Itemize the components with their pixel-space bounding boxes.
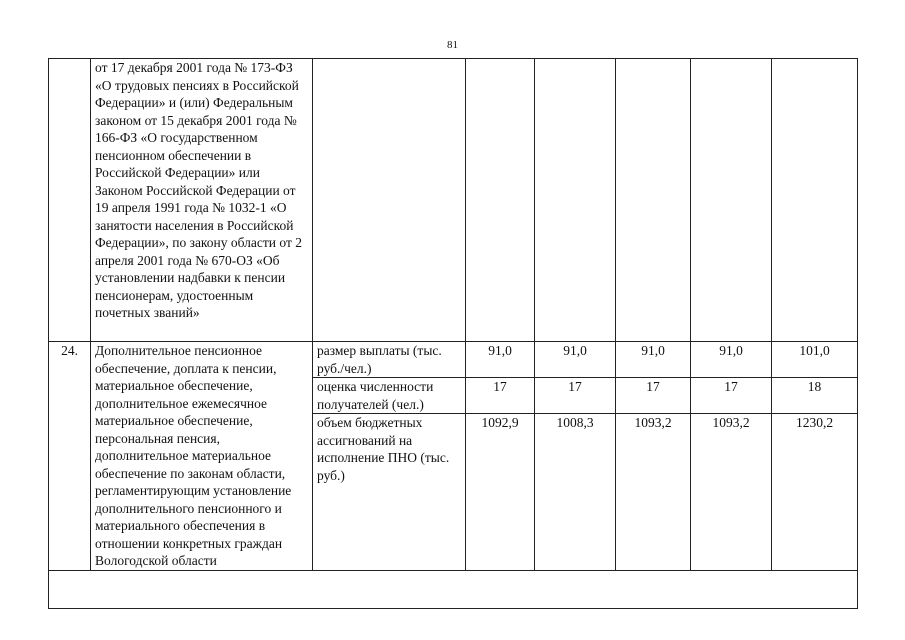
value-cell <box>466 59 535 342</box>
row-number <box>49 59 91 342</box>
value-cell: 91,0 <box>535 342 616 378</box>
indicator-label: объем бюджетных ассигнований на исполнение ПНО (тыс. руб.) <box>313 414 466 571</box>
page-number: 81 <box>447 39 458 51</box>
value-cell: 17 <box>691 378 772 414</box>
value-cell <box>616 59 691 342</box>
value-cell: 1008,3 <box>535 414 616 571</box>
table-row <box>49 342 858 378</box>
value-cell: 1093,2 <box>691 414 772 571</box>
value-cell <box>691 59 772 342</box>
row-number: 24. <box>49 342 91 571</box>
value-cell: 17 <box>466 378 535 414</box>
value-cell: 91,0 <box>616 342 691 378</box>
indicator-label: размер выплаты (тыс. руб./чел.) <box>313 342 466 378</box>
row-description: Дополнительное пенсионное обеспечение, доплата к пенсии, материальное обеспечение, дополнительное ежемесячное материальное обеспечение, персональная пенсия, дополнительное материальное обеспечение по законам области, регламентирующим установление дополнительного пенсионного и материального обеспечения в отношении конкретных граждан Вологодской области <box>91 342 313 571</box>
pension-obligations-table <box>48 58 858 609</box>
value-cell: 18 <box>772 378 858 414</box>
value-cell <box>772 59 858 342</box>
value-cell: 17 <box>616 378 691 414</box>
value-cell <box>535 59 616 342</box>
indicator-cell <box>313 59 466 342</box>
empty-cell <box>49 571 858 609</box>
value-cell: 1093,2 <box>616 414 691 571</box>
value-cell: 1092,9 <box>466 414 535 571</box>
value-cell: 91,0 <box>691 342 772 378</box>
value-cell: 17 <box>535 378 616 414</box>
table-row-empty <box>49 571 858 609</box>
table-row-continued <box>49 59 858 342</box>
value-cell: 101,0 <box>772 342 858 378</box>
row-description: от 17 декабря 2001 года № 173-ФЗ «О трудовых пенсиях в Российской Федерации» и (или) Федеральным законом от 15 декабря 2001 года № 166-ФЗ «О государственном пенсионном обеспечении в Российской Федерации» или Законом Российской Федерации от 19 апреля 1991 года № 1032-1 «О занятости населения в Российской Федерации», по закону области от 2 апреля 2001 года № 670-ОЗ «Об установлении надбавки к пенсии пенсионерам, удостоенным почетных званий» <box>91 59 313 342</box>
indicator-label: оценка численности получателей (чел.) <box>313 378 466 414</box>
value-cell: 1230,2 <box>772 414 858 571</box>
value-cell: 91,0 <box>466 342 535 378</box>
